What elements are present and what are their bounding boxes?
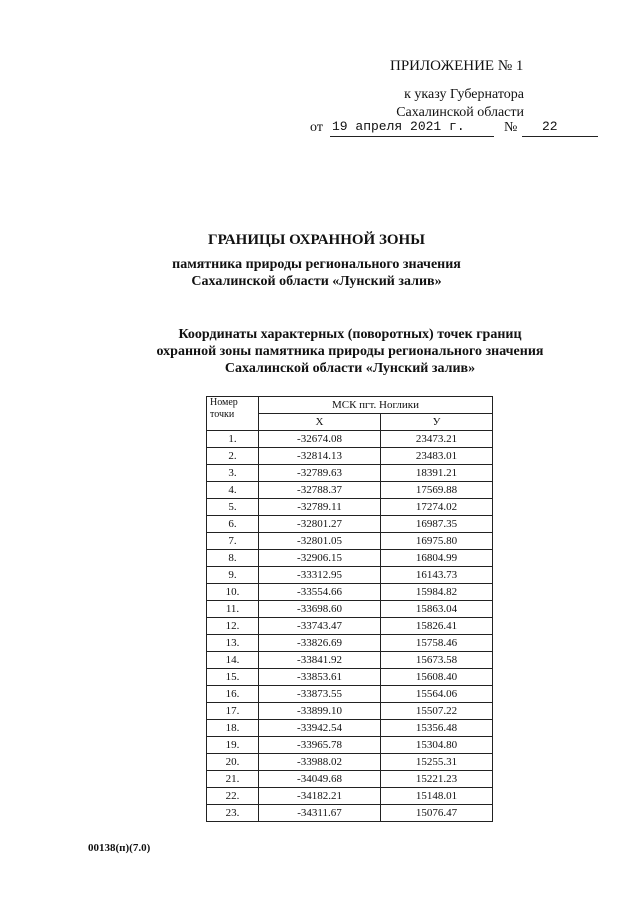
header-point-number-line-2: точки bbox=[210, 409, 235, 420]
y-coordinate-cell: 16143.73 bbox=[381, 567, 493, 584]
point-number-cell: 22. bbox=[207, 788, 259, 805]
header-point-number bbox=[207, 397, 259, 431]
x-coordinate-cell: -33853.61 bbox=[259, 669, 381, 686]
point-number-cell: 9. bbox=[207, 567, 259, 584]
x-coordinate-cell: -33698.60 bbox=[259, 601, 381, 618]
point-number-cell: 8. bbox=[207, 550, 259, 567]
x-coordinate-cell: -33873.55 bbox=[259, 686, 381, 703]
point-number-cell: 4. bbox=[207, 482, 259, 499]
x-coordinate-cell: -33554.66 bbox=[259, 584, 381, 601]
y-coordinate-cell: 23473.21 bbox=[381, 431, 493, 448]
x-coordinate-cell: -32814.13 bbox=[259, 448, 381, 465]
table-row bbox=[207, 550, 493, 567]
y-coordinate-cell: 15304.80 bbox=[381, 737, 493, 754]
decree-line-2: Сахалинской области bbox=[396, 105, 524, 120]
header-y: У bbox=[381, 414, 493, 431]
table-row bbox=[207, 703, 493, 720]
subtitle-line-2: Сахалинской области «Лунский залив» bbox=[191, 274, 442, 289]
point-number-cell: 12. bbox=[207, 618, 259, 635]
document-title: ГРАНИЦЫ ОХРАННОЙ ЗОНЫ bbox=[208, 232, 425, 248]
y-coordinate-cell: 15826.41 bbox=[381, 618, 493, 635]
table-row bbox=[207, 669, 493, 686]
y-coordinate-cell: 15608.40 bbox=[381, 669, 493, 686]
y-coordinate-cell: 15507.22 bbox=[381, 703, 493, 720]
table-row bbox=[207, 754, 493, 771]
point-number-cell: 15. bbox=[207, 669, 259, 686]
point-number-cell: 11. bbox=[207, 601, 259, 618]
point-number-cell: 7. bbox=[207, 533, 259, 550]
x-coordinate-cell: -32801.27 bbox=[259, 516, 381, 533]
y-coordinate-cell: 15076.47 bbox=[381, 805, 493, 822]
header-point-number-line-1: Номер bbox=[210, 397, 238, 408]
y-coordinate-cell: 15863.04 bbox=[381, 601, 493, 618]
y-coordinate-cell: 15758.46 bbox=[381, 635, 493, 652]
decree-date-line bbox=[310, 120, 610, 140]
x-coordinate-cell: -33965.78 bbox=[259, 737, 381, 754]
table-row bbox=[207, 737, 493, 754]
coordinates-heading-line-3: Сахалинской области «Лунский залив» bbox=[224, 361, 476, 376]
x-coordinate-cell: -32789.63 bbox=[259, 465, 381, 482]
x-coordinate-cell: -34311.67 bbox=[259, 805, 381, 822]
table-row bbox=[207, 465, 493, 482]
x-coordinate-cell: -33743.47 bbox=[259, 618, 381, 635]
x-coordinate-cell: -33826.69 bbox=[259, 635, 381, 652]
x-coordinate-cell: -33942.54 bbox=[259, 720, 381, 737]
table-row bbox=[207, 720, 493, 737]
y-coordinate-cell: 15148.01 bbox=[381, 788, 493, 805]
date-prefix: от bbox=[310, 120, 323, 135]
x-coordinate-cell: -32789.11 bbox=[259, 499, 381, 516]
table-row bbox=[207, 601, 493, 618]
y-coordinate-cell: 16987.35 bbox=[381, 516, 493, 533]
number-underline bbox=[522, 136, 598, 137]
y-coordinate-cell: 16804.99 bbox=[381, 550, 493, 567]
x-coordinate-cell: -34049.68 bbox=[259, 771, 381, 788]
point-number-cell: 2. bbox=[207, 448, 259, 465]
table-row bbox=[207, 618, 493, 635]
y-coordinate-cell: 17569.88 bbox=[381, 482, 493, 499]
decree-reference bbox=[390, 86, 524, 122]
point-number-cell: 14. bbox=[207, 652, 259, 669]
number-sign: № bbox=[504, 120, 518, 135]
table-row bbox=[207, 584, 493, 601]
header-coordinate-system: МСК пгт. Ноглики bbox=[259, 397, 493, 414]
x-coordinate-cell: -33841.92 bbox=[259, 652, 381, 669]
point-number-cell: 3. bbox=[207, 465, 259, 482]
table-row bbox=[207, 431, 493, 448]
decree-number: 22 bbox=[542, 119, 558, 134]
point-number-cell: 21. bbox=[207, 771, 259, 788]
point-number-cell: 1. bbox=[207, 431, 259, 448]
x-coordinate-cell: -32788.37 bbox=[259, 482, 381, 499]
y-coordinate-cell: 15984.82 bbox=[381, 584, 493, 601]
point-number-cell: 13. bbox=[207, 635, 259, 652]
y-coordinate-cell: 15221.23 bbox=[381, 771, 493, 788]
x-coordinate-cell: -33312.95 bbox=[259, 567, 381, 584]
x-coordinate-cell: -32674.08 bbox=[259, 431, 381, 448]
coordinates-table bbox=[206, 396, 493, 822]
table-row bbox=[207, 788, 493, 805]
table-row bbox=[207, 686, 493, 703]
point-number-cell: 5. bbox=[207, 499, 259, 516]
x-coordinate-cell: -34182.21 bbox=[259, 788, 381, 805]
point-number-cell: 17. bbox=[207, 703, 259, 720]
table-row bbox=[207, 482, 493, 499]
table-row bbox=[207, 448, 493, 465]
point-number-cell: 20. bbox=[207, 754, 259, 771]
table-row bbox=[207, 516, 493, 533]
coordinates-heading bbox=[0, 326, 633, 377]
point-number-cell: 6. bbox=[207, 516, 259, 533]
coordinates-heading-line-2: охранной зоны памятника природы регионального значения bbox=[156, 344, 544, 359]
x-coordinate-cell: -32906.15 bbox=[259, 550, 381, 567]
y-coordinate-cell: 23483.01 bbox=[381, 448, 493, 465]
coordinates-table-body bbox=[207, 431, 493, 822]
x-coordinate-cell: -33899.10 bbox=[259, 703, 381, 720]
table-row bbox=[207, 567, 493, 584]
point-number-cell: 16. bbox=[207, 686, 259, 703]
table-row bbox=[207, 635, 493, 652]
decree-date: 19 апреля 2021 г. bbox=[332, 119, 465, 134]
y-coordinate-cell: 17274.02 bbox=[381, 499, 493, 516]
y-coordinate-cell: 15673.58 bbox=[381, 652, 493, 669]
appendix-label: ПРИЛОЖЕНИЕ № 1 bbox=[390, 58, 524, 74]
point-number-cell: 23. bbox=[207, 805, 259, 822]
table-row bbox=[207, 805, 493, 822]
y-coordinate-cell: 15564.06 bbox=[381, 686, 493, 703]
table-row bbox=[207, 499, 493, 516]
point-number-cell: 19. bbox=[207, 737, 259, 754]
date-underline bbox=[330, 136, 494, 137]
y-coordinate-cell: 15255.31 bbox=[381, 754, 493, 771]
point-number-cell: 18. bbox=[207, 720, 259, 737]
x-coordinate-cell: -33988.02 bbox=[259, 754, 381, 771]
coordinates-heading-line-1: Координаты характерных (поворотных) точек границ bbox=[178, 327, 522, 342]
table-row bbox=[207, 771, 493, 788]
table-row bbox=[207, 652, 493, 669]
y-coordinate-cell: 15356.48 bbox=[381, 720, 493, 737]
document-subtitle bbox=[0, 256, 633, 290]
y-coordinate-cell: 16975.80 bbox=[381, 533, 493, 550]
point-number-cell: 10. bbox=[207, 584, 259, 601]
x-coordinate-cell: -32801.05 bbox=[259, 533, 381, 550]
table-row bbox=[207, 533, 493, 550]
subtitle-line-1: памятника природы регионального значения bbox=[172, 257, 461, 272]
document-code: 00138(п)(7.0) bbox=[88, 842, 151, 854]
y-coordinate-cell: 18391.21 bbox=[381, 465, 493, 482]
decree-line-1: к указу Губернатора bbox=[404, 87, 524, 102]
header-x: X bbox=[259, 414, 381, 431]
